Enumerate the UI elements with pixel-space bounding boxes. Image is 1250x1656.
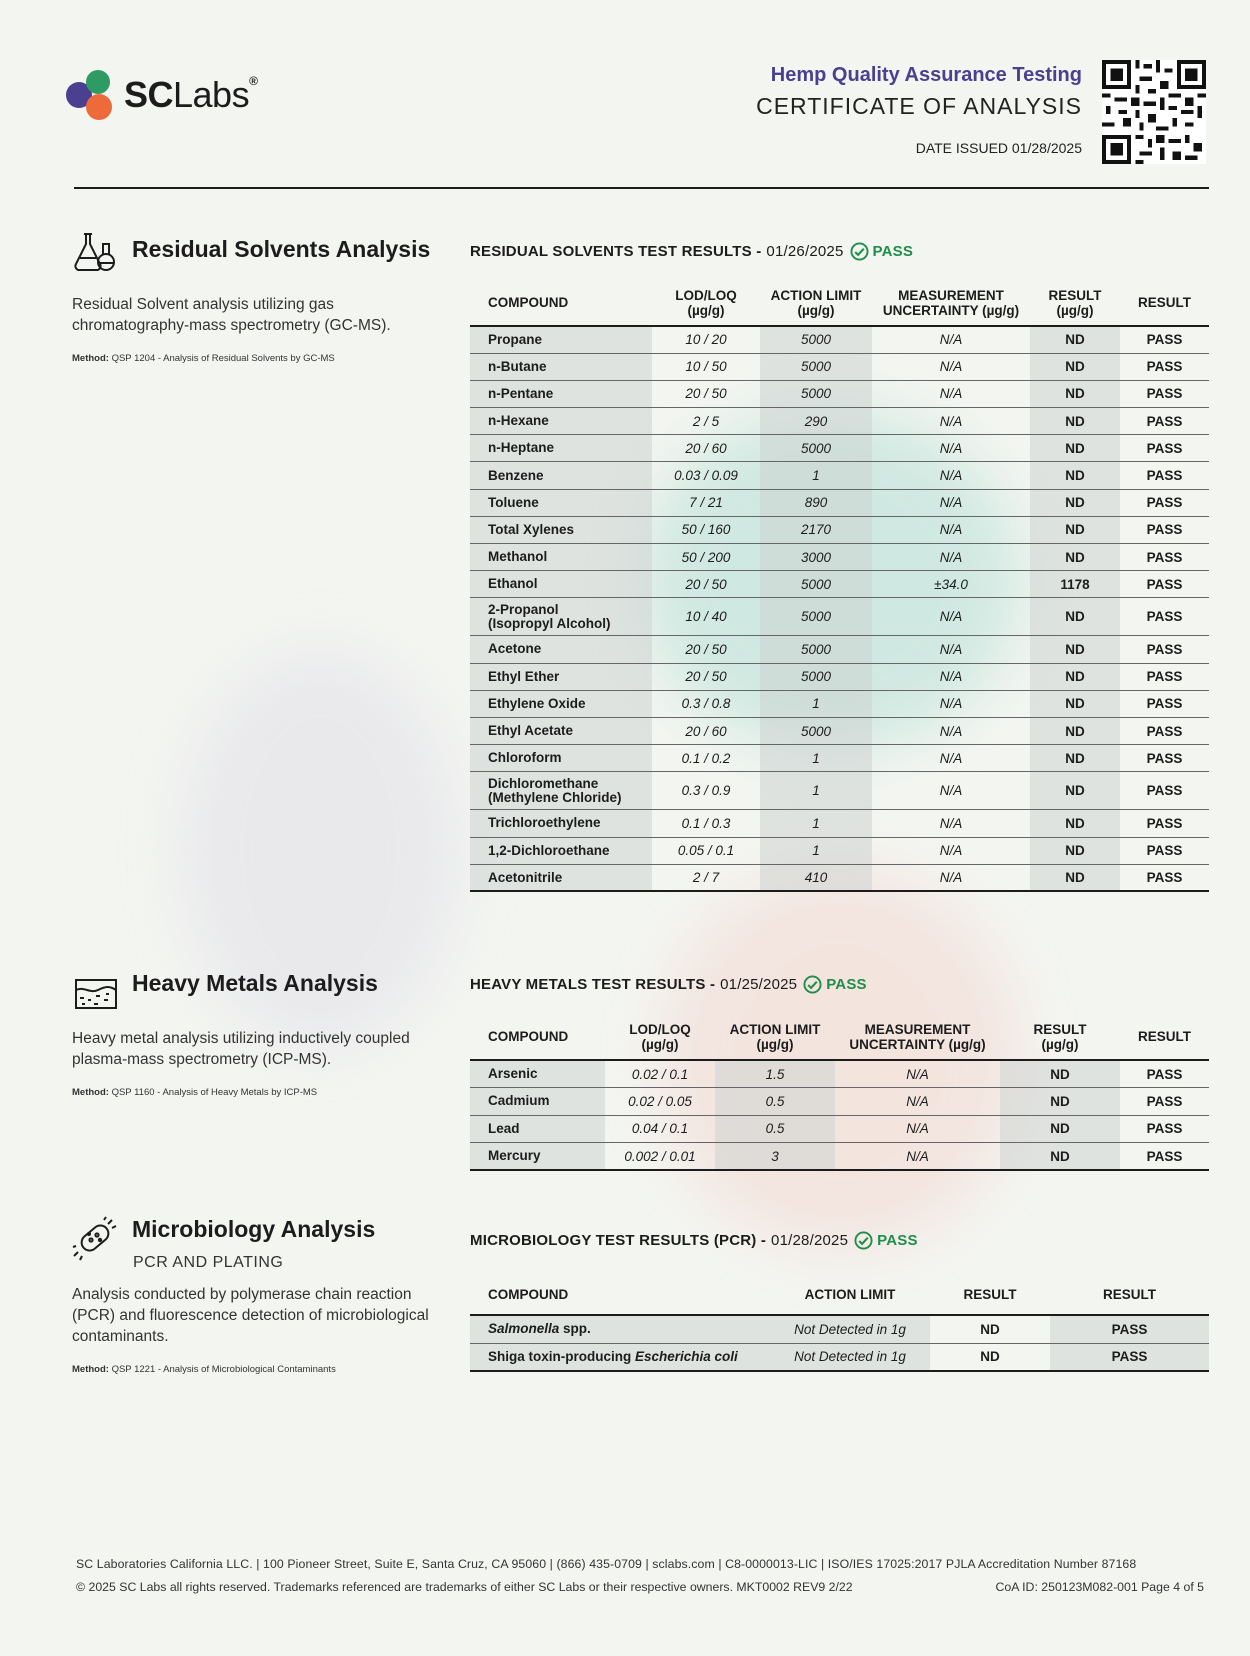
lod-loq-cell: 10 / 50 bbox=[652, 353, 760, 380]
action-limit-cell: 1 bbox=[760, 690, 872, 717]
result-status-cell: PASS bbox=[1120, 864, 1209, 891]
column-header: COMPOUND bbox=[488, 295, 569, 310]
lod-loq-cell: 0.3 / 0.9 bbox=[652, 772, 760, 810]
compound-cell: n-Heptane bbox=[470, 435, 652, 462]
result-value-cell: ND bbox=[1030, 810, 1120, 837]
column-header: COMPOUND bbox=[488, 1029, 569, 1044]
uncertainty-cell: N/A bbox=[872, 516, 1030, 543]
check-circle-icon bbox=[803, 975, 822, 994]
lod-loq-cell: 20 / 50 bbox=[652, 663, 760, 690]
compound-cell: Benzene bbox=[470, 462, 652, 489]
metals-description: Heavy metal analysis utilizing inductively coupled plasma-mass spectrometry (ICP-MS). bbox=[72, 1030, 410, 1068]
result-value-cell: ND bbox=[1030, 489, 1120, 516]
column-header: MEASUREMENT UNCERTAINTY (µg/g) bbox=[882, 287, 1020, 318]
table-row bbox=[470, 717, 1209, 744]
action-limit-cell: 0.5 bbox=[715, 1115, 835, 1143]
table-header-row bbox=[470, 1014, 1209, 1060]
action-limit-cell: 1.5 bbox=[715, 1060, 835, 1088]
compound-cell: Mercury bbox=[470, 1143, 605, 1171]
lod-loq-cell: 20 / 50 bbox=[652, 571, 760, 598]
result-status-cell: PASS bbox=[1120, 408, 1209, 435]
column-header: LOD/LOQ (µg/g) bbox=[675, 287, 737, 318]
date-issued: DATE ISSUED 01/28/2025 bbox=[915, 140, 1082, 156]
action-limit-cell: 1 bbox=[760, 745, 872, 772]
column-header: RESULT (µg/g) bbox=[1033, 1021, 1087, 1052]
compound-cell: Ethyl Acetate bbox=[470, 717, 652, 744]
table-row bbox=[470, 544, 1209, 571]
result-status-cell: PASS bbox=[1120, 810, 1209, 837]
compound-cell: Propane bbox=[470, 326, 652, 353]
result-status-cell: PASS bbox=[1120, 1088, 1209, 1116]
compound-cell: Ethanol bbox=[470, 571, 652, 598]
action-limit-cell: 3 bbox=[715, 1143, 835, 1171]
metals-pass-badge: PASS bbox=[803, 975, 867, 994]
table-row bbox=[470, 1343, 1209, 1371]
lod-loq-cell: 20 / 50 bbox=[652, 380, 760, 407]
result-value-cell: ND bbox=[1030, 717, 1120, 744]
metal-bar-icon bbox=[74, 974, 120, 1020]
result-value-cell: ND bbox=[1030, 353, 1120, 380]
column-header: RESULT bbox=[1103, 1287, 1156, 1302]
action-limit-cell: 5000 bbox=[760, 380, 872, 407]
bacteria-icon bbox=[72, 1216, 118, 1262]
table-row bbox=[470, 380, 1209, 407]
result-status-cell: PASS bbox=[1120, 516, 1209, 543]
result-status-cell: PASS bbox=[1050, 1315, 1209, 1343]
residual-method: Method: QSP 1204 - Analysis of Residual Solvents by GC-MS bbox=[72, 353, 335, 364]
result-value-cell: ND bbox=[1030, 690, 1120, 717]
compound-cell: Ethyl Ether bbox=[470, 663, 652, 690]
footer-coa-id: CoA ID: 250123M082-001 Page 4 of 5 bbox=[995, 1580, 1204, 1594]
result-status-cell: PASS bbox=[1050, 1343, 1209, 1371]
action-limit-cell: 5000 bbox=[760, 717, 872, 744]
compound-cell: Shiga toxin-producing Escherichia coli bbox=[470, 1343, 770, 1371]
uncertainty-cell: N/A bbox=[872, 489, 1030, 516]
result-status-cell: PASS bbox=[1120, 772, 1209, 810]
flask-icon bbox=[72, 230, 118, 276]
lod-loq-cell: 0.02 / 0.1 bbox=[605, 1060, 715, 1088]
uncertainty-cell: N/A bbox=[835, 1115, 1000, 1143]
action-limit-cell: 1 bbox=[760, 462, 872, 489]
table-row bbox=[470, 598, 1209, 636]
result-value-cell: ND bbox=[1030, 598, 1120, 636]
column-header: ACTION LIMIT bbox=[804, 1287, 896, 1302]
table-row bbox=[470, 516, 1209, 543]
table-row bbox=[470, 353, 1209, 380]
uncertainty-cell: N/A bbox=[872, 663, 1030, 690]
result-value-cell: ND bbox=[1030, 516, 1120, 543]
uncertainty-cell: N/A bbox=[835, 1143, 1000, 1171]
action-limit-cell: 2170 bbox=[760, 516, 872, 543]
table-row bbox=[470, 1088, 1209, 1116]
compound-cell: Lead bbox=[470, 1115, 605, 1143]
column-header: ACTION LIMIT (µg/g) bbox=[770, 287, 862, 318]
result-value-cell: ND bbox=[1030, 380, 1120, 407]
result-value-cell: ND bbox=[1000, 1088, 1120, 1116]
uncertainty-cell: N/A bbox=[872, 544, 1030, 571]
compound-cell: Trichloroethylene bbox=[470, 810, 652, 837]
table-row bbox=[470, 1060, 1209, 1088]
result-value-cell: ND bbox=[1000, 1060, 1120, 1088]
result-status-cell: PASS bbox=[1120, 1060, 1209, 1088]
compound-cell: Methanol bbox=[470, 544, 652, 571]
lod-loq-cell: 50 / 160 bbox=[652, 516, 760, 543]
column-header: MEASUREMENT UNCERTAINTY (µg/g) bbox=[849, 1021, 986, 1052]
uncertainty-cell: N/A bbox=[835, 1088, 1000, 1116]
metals-method: Method: QSP 1160 - Analysis of Heavy Metals by ICP-MS bbox=[72, 1087, 318, 1098]
metals-results-title: HEAVY METALS TEST RESULTS - 01/25/2025 PASS bbox=[470, 976, 867, 993]
table-row bbox=[470, 690, 1209, 717]
footer-copyright: © 2025 SC Labs all rights reserved. Trademarks referenced are trademarks of either SC Labs or their respective owners. MKT0002 REV9 2/22 bbox=[76, 1580, 853, 1594]
lod-loq-cell: 0.1 / 0.2 bbox=[652, 745, 760, 772]
result-value-cell: ND bbox=[1030, 435, 1120, 462]
footer-address: SC Laboratories California LLC. | 100 Pioneer Street, Suite E, Santa Cruz, CA 95060 | (866) 435-0709 | sclabs.com | C8-0000013-LIC | ISO/IES 17025:2017 PJLA Accreditation Number 87168 bbox=[76, 1557, 1137, 1571]
result-status-cell: PASS bbox=[1120, 462, 1209, 489]
compound-cell: Cadmium bbox=[470, 1088, 605, 1116]
uncertainty-cell: N/A bbox=[872, 598, 1030, 636]
result-status-cell: PASS bbox=[1120, 663, 1209, 690]
column-header: RESULT (µg/g) bbox=[1048, 287, 1102, 318]
uncertainty-cell: N/A bbox=[872, 435, 1030, 462]
column-header: RESULT bbox=[963, 1287, 1017, 1302]
action-limit-cell: 5000 bbox=[760, 636, 872, 663]
uncertainty-cell: ±34.0 bbox=[872, 571, 1030, 598]
compound-cell: 2-Propanol (Isopropyl Alcohol) bbox=[470, 598, 652, 636]
compound-cell: 1,2-Dichloroethane bbox=[470, 837, 652, 864]
table-row bbox=[470, 462, 1209, 489]
residual-description: Residual Solvent analysis utilizing gas chromatography-mass spectrometry (GC-MS). bbox=[72, 296, 391, 334]
compound-cell: Acetonitrile bbox=[470, 864, 652, 891]
check-circle-icon bbox=[850, 242, 869, 261]
lod-loq-cell: 10 / 40 bbox=[652, 598, 760, 636]
lod-loq-cell: 0.002 / 0.01 bbox=[605, 1143, 715, 1171]
micro-results-title: MICROBIOLOGY TEST RESULTS (PCR) - 01/28/2025 PASS bbox=[470, 1232, 918, 1249]
column-header: RESULT bbox=[1138, 295, 1191, 310]
result-status-cell: PASS bbox=[1120, 353, 1209, 380]
result-status-cell: PASS bbox=[1120, 745, 1209, 772]
table-row bbox=[470, 571, 1209, 598]
action-limit-cell: 1 bbox=[760, 837, 872, 864]
table-row bbox=[470, 837, 1209, 864]
result-value-cell: ND bbox=[930, 1315, 1050, 1343]
lod-loq-cell: 0.05 / 0.1 bbox=[652, 837, 760, 864]
result-status-cell: PASS bbox=[1120, 1143, 1209, 1171]
result-value-cell: ND bbox=[1030, 745, 1120, 772]
lod-loq-cell: 20 / 50 bbox=[652, 636, 760, 663]
sc-labs-logo bbox=[66, 68, 257, 122]
table-row bbox=[470, 489, 1209, 516]
result-status-cell: PASS bbox=[1120, 837, 1209, 864]
action-limit-cell: Not Detected in 1g bbox=[770, 1343, 930, 1371]
column-header: RESULT bbox=[1138, 1029, 1191, 1044]
action-limit-cell: 5000 bbox=[760, 598, 872, 636]
uncertainty-cell: N/A bbox=[872, 462, 1030, 489]
uncertainty-cell: N/A bbox=[872, 772, 1030, 810]
lod-loq-cell: 0.3 / 0.8 bbox=[652, 690, 760, 717]
table-row bbox=[470, 745, 1209, 772]
action-limit-cell: 890 bbox=[760, 489, 872, 516]
compound-cell: Chloroform bbox=[470, 745, 652, 772]
compound-cell: n-Hexane bbox=[470, 408, 652, 435]
lod-loq-cell: 0.02 / 0.05 bbox=[605, 1088, 715, 1116]
micro-pass-badge: PASS bbox=[854, 1231, 918, 1250]
lod-loq-cell: 20 / 60 bbox=[652, 435, 760, 462]
uncertainty-cell: N/A bbox=[835, 1060, 1000, 1088]
result-value-cell: ND bbox=[1030, 326, 1120, 353]
action-limit-cell: 0.5 bbox=[715, 1088, 835, 1116]
result-status-cell: PASS bbox=[1120, 598, 1209, 636]
action-limit-cell: 5000 bbox=[760, 435, 872, 462]
residual-results-title: RESIDUAL SOLVENTS TEST RESULTS - 01/26/2025 PASS bbox=[470, 243, 914, 260]
compound-cell: Total Xylenes bbox=[470, 516, 652, 543]
metals-section-title: Heavy Metals Analysis bbox=[132, 970, 378, 996]
result-status-cell: PASS bbox=[1120, 1115, 1209, 1143]
table-row bbox=[470, 1315, 1209, 1343]
header-subtitle: Hemp Quality Assurance Testing bbox=[770, 64, 1082, 86]
lod-loq-cell: 2 / 5 bbox=[652, 408, 760, 435]
result-value-cell: ND bbox=[1000, 1115, 1120, 1143]
table-row bbox=[470, 772, 1209, 810]
lod-loq-cell: 50 / 200 bbox=[652, 544, 760, 571]
compound-cell: Ethylene Oxide bbox=[470, 690, 652, 717]
uncertainty-cell: N/A bbox=[872, 326, 1030, 353]
uncertainty-cell: N/A bbox=[872, 690, 1030, 717]
table-row bbox=[470, 408, 1209, 435]
result-value-cell: ND bbox=[1030, 544, 1120, 571]
uncertainty-cell: N/A bbox=[872, 864, 1030, 891]
lod-loq-cell: 0.1 / 0.3 bbox=[652, 810, 760, 837]
result-status-cell: PASS bbox=[1120, 717, 1209, 744]
table-row bbox=[470, 1143, 1209, 1171]
micro-section-title: Microbiology Analysis bbox=[132, 1216, 376, 1242]
action-limit-cell: 410 bbox=[760, 864, 872, 891]
residual-section-title: Residual Solvents Analysis bbox=[132, 236, 431, 262]
uncertainty-cell: N/A bbox=[872, 380, 1030, 407]
table-header-row bbox=[470, 1275, 1209, 1315]
lod-loq-cell: 2 / 7 bbox=[652, 864, 760, 891]
result-value-cell: ND bbox=[1000, 1143, 1120, 1171]
lod-loq-cell: 0.03 / 0.09 bbox=[652, 462, 760, 489]
lod-loq-cell: 20 / 60 bbox=[652, 717, 760, 744]
residual-pass-badge: PASS bbox=[850, 242, 914, 261]
compound-cell: Salmonella spp. bbox=[470, 1315, 770, 1343]
header-right bbox=[756, 64, 1082, 156]
uncertainty-cell: N/A bbox=[872, 636, 1030, 663]
microbiology-table bbox=[470, 1275, 1209, 1372]
uncertainty-cell: N/A bbox=[872, 717, 1030, 744]
action-limit-cell: 290 bbox=[760, 408, 872, 435]
certificate-title: CERTIFICATE OF ANALYSIS bbox=[756, 93, 1082, 119]
qr-code-icon bbox=[1102, 60, 1206, 164]
table-row bbox=[470, 435, 1209, 462]
result-value-cell: ND bbox=[1030, 636, 1120, 663]
lod-loq-cell: 0.04 / 0.1 bbox=[605, 1115, 715, 1143]
result-value-cell: ND bbox=[930, 1343, 1050, 1371]
table-row bbox=[470, 864, 1209, 891]
result-status-cell: PASS bbox=[1120, 326, 1209, 353]
result-value-cell: ND bbox=[1030, 864, 1120, 891]
action-limit-cell: 5000 bbox=[760, 353, 872, 380]
result-status-cell: PASS bbox=[1120, 435, 1209, 462]
action-limit-cell: 1 bbox=[760, 772, 872, 810]
result-status-cell: PASS bbox=[1120, 690, 1209, 717]
compound-cell: n-Butane bbox=[470, 353, 652, 380]
result-status-cell: PASS bbox=[1120, 489, 1209, 516]
table-row bbox=[470, 810, 1209, 837]
action-limit-cell: 5000 bbox=[760, 571, 872, 598]
result-status-cell: PASS bbox=[1120, 544, 1209, 571]
compound-cell: Acetone bbox=[470, 636, 652, 663]
result-status-cell: PASS bbox=[1120, 571, 1209, 598]
heavy-metals-table bbox=[470, 1014, 1209, 1171]
check-circle-icon bbox=[854, 1231, 873, 1250]
result-value-cell: ND bbox=[1030, 772, 1120, 810]
result-value-cell: ND bbox=[1030, 462, 1120, 489]
action-limit-cell: Not Detected in 1g bbox=[770, 1315, 930, 1343]
result-value-cell: 1178 bbox=[1030, 571, 1120, 598]
column-header: COMPOUND bbox=[488, 1287, 569, 1302]
table-row bbox=[470, 326, 1209, 353]
column-header: ACTION LIMIT (µg/g) bbox=[729, 1021, 821, 1052]
result-value-cell: ND bbox=[1030, 408, 1120, 435]
lod-loq-cell: 7 / 21 bbox=[652, 489, 760, 516]
micro-method: Method: QSP 1221 - Analysis of Microbiological Contaminants bbox=[72, 1364, 336, 1375]
table-header-row bbox=[470, 280, 1209, 326]
action-limit-cell: 5000 bbox=[760, 663, 872, 690]
compound-cell: Toluene bbox=[470, 489, 652, 516]
column-header: LOD/LOQ (µg/g) bbox=[629, 1021, 691, 1052]
action-limit-cell: 5000 bbox=[760, 326, 872, 353]
compound-cell: n-Pentane bbox=[470, 380, 652, 407]
uncertainty-cell: N/A bbox=[872, 353, 1030, 380]
logo-mark-icon bbox=[66, 68, 116, 122]
result-value-cell: ND bbox=[1030, 837, 1120, 864]
uncertainty-cell: N/A bbox=[872, 810, 1030, 837]
micro-subtitle: PCR AND PLATING bbox=[133, 1254, 284, 1271]
compound-cell: Dichloromethane (Methylene Chloride) bbox=[470, 772, 652, 810]
residual-solvents-table bbox=[470, 280, 1209, 892]
result-status-cell: PASS bbox=[1120, 380, 1209, 407]
compound-cell: Arsenic bbox=[470, 1060, 605, 1088]
uncertainty-cell: N/A bbox=[872, 745, 1030, 772]
table-row bbox=[470, 1115, 1209, 1143]
action-limit-cell: 1 bbox=[760, 810, 872, 837]
lod-loq-cell: 10 / 20 bbox=[652, 326, 760, 353]
micro-description: Analysis conducted by polymerase chain reaction (PCR) and fluorescence detection of microbiological contaminants. bbox=[72, 1286, 429, 1345]
result-value-cell: ND bbox=[1030, 663, 1120, 690]
header-divider bbox=[74, 187, 1209, 189]
logo-text: SCLabs® bbox=[124, 74, 258, 115]
action-limit-cell: 3000 bbox=[760, 544, 872, 571]
table-row bbox=[470, 636, 1209, 663]
uncertainty-cell: N/A bbox=[872, 408, 1030, 435]
table-row bbox=[470, 663, 1209, 690]
uncertainty-cell: N/A bbox=[872, 837, 1030, 864]
result-status-cell: PASS bbox=[1120, 636, 1209, 663]
